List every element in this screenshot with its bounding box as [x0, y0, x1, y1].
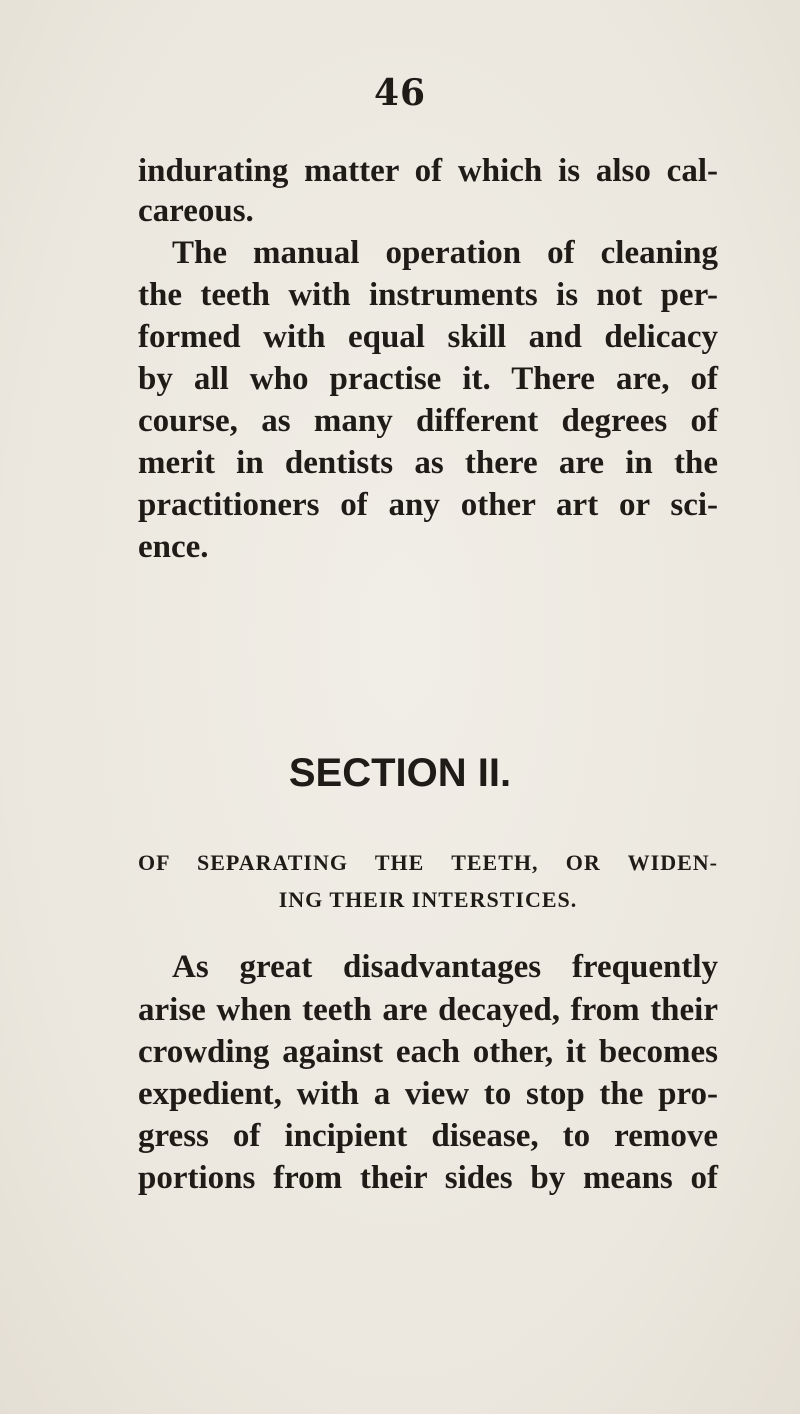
text-line: indurating matter of which is also cal-	[138, 153, 718, 189]
text-line: merit in dentists as there are in the	[138, 445, 718, 481]
text-line: course, as many different degrees of	[138, 403, 718, 439]
text-line: practitioners of any other art or sci-	[138, 487, 718, 523]
section-subtitle-line: OF SEPARATING THE TEETH, OR WIDEN-	[138, 850, 718, 875]
text-line: As great disadvantages frequently	[172, 949, 718, 985]
text-line: The manual operation of cleaning	[172, 235, 718, 271]
text-line: arise when teeth are decayed, from their	[138, 992, 718, 1028]
text-line: gress of incipient disease, to remove	[138, 1118, 718, 1154]
text-line: by all who practise it. There are, of	[138, 361, 718, 397]
text-line: the teeth with instruments is not per-	[138, 277, 718, 313]
text-line: formed with equal skill and delicacy	[138, 319, 718, 355]
section-subtitle-line: ING THEIR INTERSTICES.	[278, 887, 578, 912]
text-line: portions from their sides by means of	[138, 1160, 718, 1196]
text-line: ence.	[138, 529, 209, 565]
page-number: 46	[373, 72, 427, 114]
text-line: crowding against each other, it becomes	[138, 1034, 718, 1070]
text-line: careous.	[138, 193, 254, 229]
text-line: expedient, with a view to stop the pro-	[138, 1076, 718, 1112]
section-title: SECTION II.	[288, 751, 512, 795]
